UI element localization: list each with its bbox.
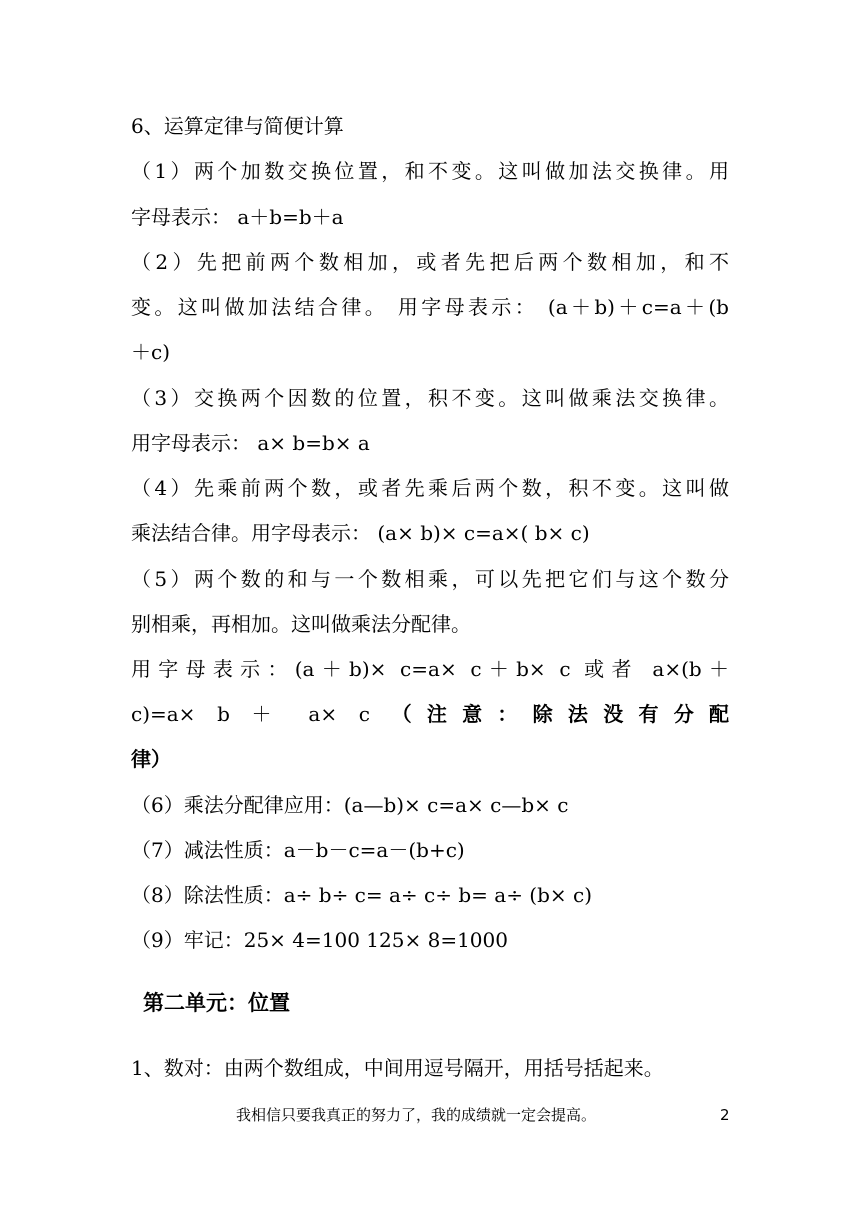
law-5-formula: c)=a× b ＋ a× c	[131, 702, 392, 726]
law-5-note: （注意：除法没有分配	[391, 702, 730, 726]
law-1-line-1: （1）两个加数交换位置，和不变。这叫做加法交换律。用	[131, 159, 729, 183]
law-5-line-2: 别相乘，再相加。这叫做乘法分配律。	[131, 612, 471, 636]
law-2-line-2: 变。这叫做加法结合律。 用字母表示： (a＋b)＋c=a＋(b	[131, 295, 729, 319]
law-2-line-3: ＋c)	[131, 340, 171, 364]
law-3-line-2: 用字母表示： a× b=b× a	[131, 431, 370, 455]
law-5-line-3: 用字母表示：(a＋b)× c=a× c＋b× c 或者 a×(b＋	[131, 657, 729, 681]
law-4-line-1: （4）先乘前两个数，或者先乘后两个数，积不变。这叫做	[131, 476, 729, 500]
law-8: （8）除法性质：a÷ b÷ c= a÷ c÷ b= a÷ (b× c)	[131, 883, 593, 907]
law-4-line-2: 乘法结合律。用字母表示： (a× b)× c=a×( b× c)	[131, 521, 590, 545]
law-5-line-4	[131, 700, 729, 728]
unit-2-item-1: 1、数对：由两个数组成，中间用逗号隔开，用括号括起来。	[131, 1056, 664, 1080]
unit-2-heading: 第二单元：位置	[143, 991, 290, 1015]
law-2-line-1: （2）先把前两个数相加，或者先把后两个数相加，和不	[131, 250, 729, 274]
law-5-note-end: 律）	[131, 747, 171, 771]
law-9: （9）牢记：25× 4=100 125× 8=1000	[131, 928, 508, 952]
footer-motto: 我相信只要我真正的努力了，我的成绩就一定会提高。	[236, 1106, 597, 1124]
law-6: （6）乘法分配律应用：(a—b)× c=a× c—b× c	[131, 793, 569, 817]
law-3-line-1: （3）交换两个因数的位置，积不变。这叫做乘法交换律。	[131, 386, 729, 410]
section-title: 6、运算定律与简便计算	[131, 114, 344, 138]
page-number: 2	[720, 1106, 730, 1124]
law-5-line-1: （5）两个数的和与一个数相乘，可以先把它们与这个数分	[131, 567, 729, 591]
law-7: （7）减法性质：a－b－c=a－(b+c)	[131, 838, 465, 862]
law-1-line-2: 字母表示： a＋b=b＋a	[131, 205, 344, 229]
